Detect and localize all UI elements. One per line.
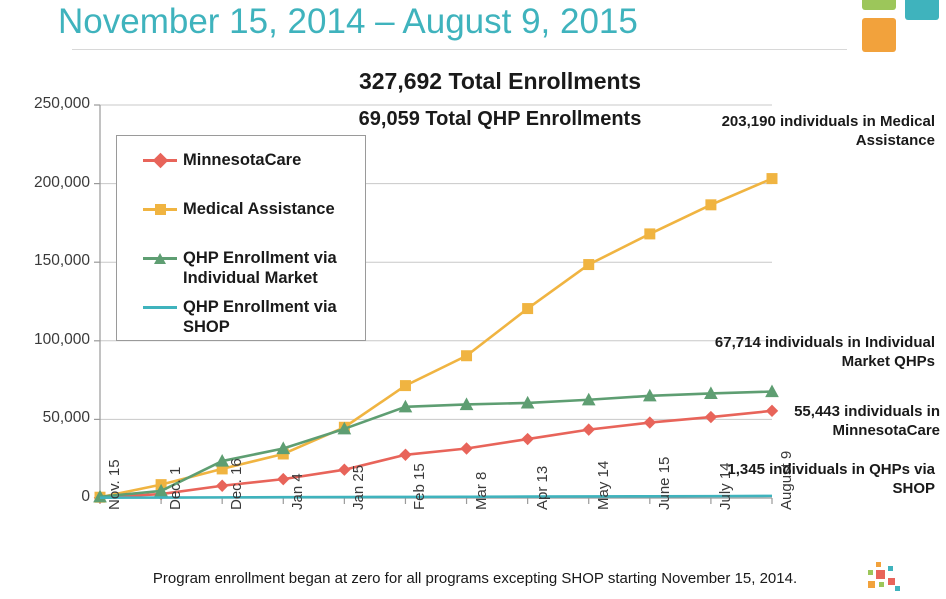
chart-legend	[116, 135, 366, 341]
legend-item-minnesotacare	[143, 150, 301, 170]
legend-label: QHP Enrollment via SHOP	[183, 298, 337, 336]
x-tick-label: Nov. 15	[106, 459, 123, 510]
annotation-minnesotacare: 55,443 individuals in MinnesotaCare	[794, 403, 940, 439]
legend-label: Medical Assistance	[183, 200, 335, 218]
y-tick-label: 250,000	[33, 95, 90, 112]
x-tick-label: Dec. 16	[228, 458, 246, 510]
decor-pixel-logo	[868, 562, 902, 592]
annotation-shop: 1,345 individuals in QHPs via SHOP	[727, 461, 935, 497]
x-tick-label: Mar 8	[472, 471, 490, 510]
y-tick-label: 150,000	[33, 252, 90, 270]
legend-marker-icon	[143, 299, 177, 315]
legend-label: MinnesotaCare	[183, 151, 302, 169]
x-tick-label: July 14	[716, 462, 734, 510]
chart-footnote: Program enrollment began at zero for all programs excepting SHOP starting November 15, 2014.	[152, 570, 798, 587]
chart-title: 327,692 Total Enrollments	[358, 68, 642, 94]
page-title: November 15, 2014 – August 9, 2015	[58, 2, 638, 41]
series-qhp-enrollment-via-individual-market	[94, 386, 778, 502]
annotation-medical-assistance: 203,190 individuals in Medical Assistance	[721, 113, 935, 149]
legend-marker-icon	[143, 152, 177, 168]
x-tick-label: Jan 4	[289, 473, 307, 510]
y-tick-label: 0	[81, 488, 90, 505]
chart-subtitle: 69,059 Total QHP Enrollments	[358, 108, 642, 130]
x-tick-label: May 14	[594, 460, 612, 510]
legend-marker-icon	[143, 250, 177, 266]
x-tick-label: August 9	[778, 450, 795, 510]
x-tick-label: June 15	[655, 456, 673, 510]
x-tick-label: Feb 15	[411, 463, 429, 510]
legend-item-medical-assistance	[143, 199, 335, 219]
x-tick-label: Jan 25	[350, 464, 368, 510]
x-tick-label: Apr 13	[533, 465, 551, 510]
legend-marker-icon	[143, 201, 177, 217]
annotation-individual-market: 67,714 individuals in Individual Market QHPs	[714, 334, 935, 370]
y-tick-label: 200,000	[33, 173, 90, 191]
y-tick-label: 100,000	[33, 330, 90, 348]
y-tick-label: 50,000	[42, 409, 90, 427]
legend-item-qhp-enrollment-via-shop	[143, 297, 363, 337]
x-tick-label: Dec. 1	[167, 466, 185, 510]
legend-item-qhp-enrollment-via-individual-market	[143, 248, 363, 288]
series-minnesotacare	[95, 405, 778, 503]
legend-label: QHP Enrollment via Individual Market	[183, 249, 337, 287]
